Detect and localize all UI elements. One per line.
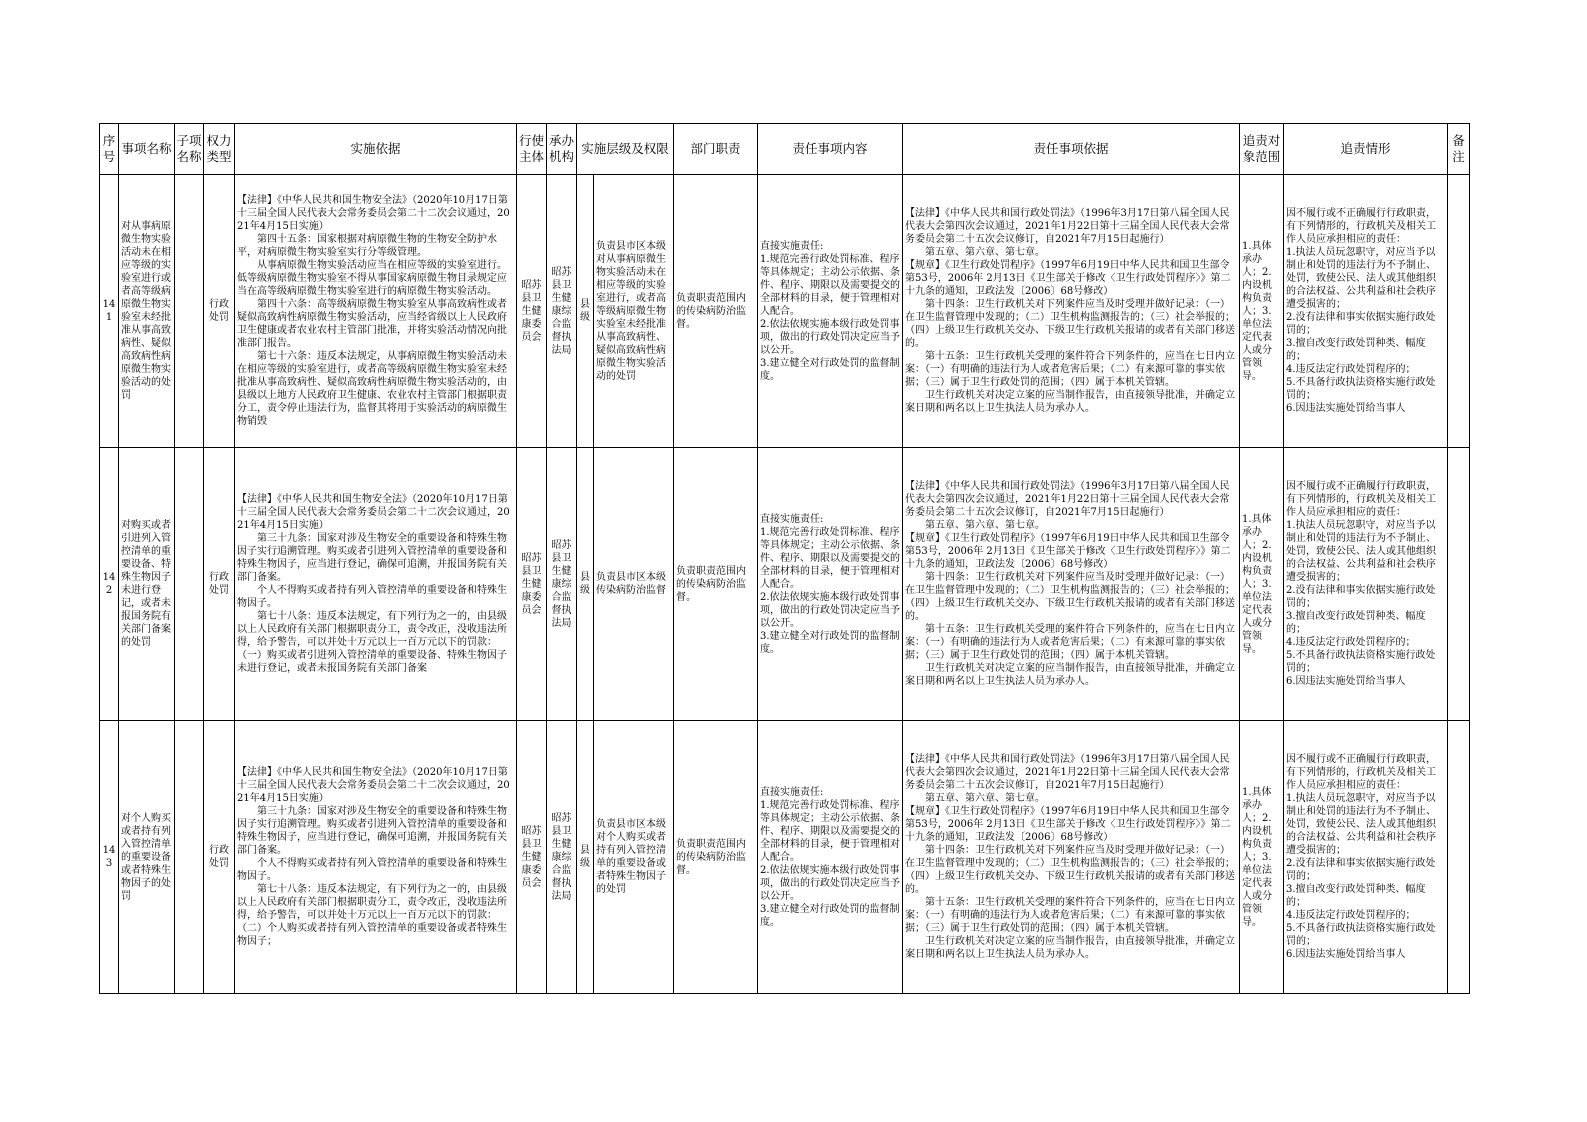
resp-basis-para: 卫生行政机关对决定立案的应当制作报告，由直接领导批准，并确定立案日期和两名以上卫生执法人员为承办人。 [905,390,1236,414]
row-accountable: 1.具体承办人；2.内设机构负责人；3.单位法定代表人或分管领导。 [1240,175,1284,448]
basis-para: 个人不得购买或者持有列入管控清单的重要设备和特殊生物因子。 [237,858,507,882]
basis-para: 第三十九条：国家对涉及生物安全的重要设备和特殊生物因子实行追溯管理。购买或者引进列入管控清单的重要设备和特殊生物因子，应当进行登记，确保可追溯，并报国务院有关部门备案。 [237,806,507,856]
row-authority: 负责县市区本级对个人购买或者持有列入管控清单的重要设备或者特殊生物因子的处罚 [594,721,674,994]
row-name: 对个人购买或者持有列入管控清单的重要设备或者特殊生物因子的处罚 [119,721,175,994]
basis-para: 个人不得购买或者持有列入管控清单的重要设备和特殊生物因子。 [237,585,507,609]
header-situations: 追责情形 [1284,124,1448,175]
row-basis [235,175,517,448]
basis-para: 第七十八条：违反本法规定，有下列行为之一的，由县级以上人民政府有关部门根据职责分工，责令改正，没收违法所得，给予警告，可以并处十万元以上一百万元以下的罚款：（一）购买或者引进列入管控清单的重要设备、特殊生物因子未进行登记，或者未报国务院有关部门备案 [237,611,507,674]
situation-item: 5.不具备行政执法资格实施行政处罚的； [1286,650,1436,674]
header-name: 事项名称 [119,124,175,175]
row-resp-basis [903,175,1240,448]
basis-para: 从事病原微生物实验活动应当在相应等级的实验室进行。低等级病原微生物实验室不得从事国家病原微生物目录规定应当在高等级病原微生物实验室进行的病原微生物实验活动。 [237,260,507,297]
resp-item: 3.建立健全对行政处罚的监督制度。 [760,357,900,382]
row-duty: 负责职责范围内的传染病防治监督。 [674,448,758,721]
row-duty: 负责职责范围内的传染病防治监督。 [674,175,758,448]
row-resp-basis [903,721,1240,994]
basis-para: 第四十五条：国家根据对病原微生物的生物安全防护水平，对病原微生物实验室实行分等级管理。 [237,234,497,258]
resp-basis-para: 卫生行政机关对决定立案的应当制作报告，由直接领导批准，并确定立案日期和两名以上卫生执法人员为承办人。 [905,936,1236,960]
header-resp-basis: 责任事项依据 [903,124,1240,175]
row-level: 县级 [577,175,594,448]
row-sub [175,175,204,448]
resp-item: 2.依法依规实施本级行政处罚事项，做出的行政处罚决定应当予以公开。 [760,864,901,902]
power-list-table [99,123,1470,994]
basis-para: 第七十八条：违反本法规定，有下列行为之一的，由县级以上人民政府有关部门根据职责分工，责令改正，没收违法所得，给予警告，可以并处十万元以上一百万元以下的罚款：（二）个人购买或者持有列入管控清单的重要设备或者特殊生物因子； [237,884,507,947]
resp-basis-para: 第十五条：卫生行政机关受理的案件符合下列条件的，应当在七日内立案：（一）有明确的违法行为人或者危害后果；（二）有来源可靠的事实依据；（三）属于卫生行政处罚的范围；（四）属于本机关管辖。 [905,351,1236,388]
situation-item: 1.执法人员玩忽职守，对应当予以制止和处罚的违法行为不予制止、处罚，致使公民、法人或其他组织的合法权益、公共利益和社会秩序遭受损害的； [1286,247,1437,310]
header-remark: 备注 [1448,124,1470,175]
row-situations [1284,448,1448,721]
situation-item: 因不履行或不正确履行行政职责，有下列情形的，行政机关及相关工作人员应承担相应的责任： [1286,481,1437,518]
resp-item: 直接实施责任: [760,513,824,525]
situation-item: 4.违反法定行政处罚程序的； [1286,364,1416,375]
row-duty: 负责职责范围内的传染病防治监督。 [674,721,758,994]
row-remark [1448,175,1470,448]
row-sub [175,448,204,721]
situation-item: 2.没有法律和事实依据实施行政处罚的； [1286,312,1436,336]
situation-item: 6.因违法实施处罚给当事人 [1286,403,1406,414]
basis-para: 【法律】《中华人民共和国生物安全法》（2020年10月17日第十三届全国人民代表大会常务委员会第二十二次会议通过，2021年4月15日实施） [237,195,510,232]
resp-item: 直接实施责任: [760,786,824,798]
resp-basis-para: 【规章】《卫生行政处罚程序》（1997年6月19日中华人民共和国卫生部令第53号，2006年 2月13日《卫生部关于修改〈卫生行政处罚程序〉》第二十九条的通知，卫政法发〔2006〕68号修改） [905,806,1231,843]
situation-item: 1.执法人员玩忽职守，对应当予以制止和处罚的违法行为不予制止、处罚，致使公民、法人或其他组织的合法权益、公共利益和社会秩序遭受损害的； [1286,520,1437,583]
row-subject: 昭苏县卫生健康委员会 [517,175,547,448]
resp-item: 3.建立健全对行政处罚的监督制度。 [760,903,900,928]
resp-basis-para: 第五章、第六章、第七章。 [925,247,1046,258]
row-no: 143 [100,721,119,994]
header-accountable: 追责对象范围 [1240,124,1284,175]
header-org: 承办机构 [547,124,577,175]
resp-item: 1.规范完善行政处罚标准、程序等具体规定；主动公示依据、条件、程序、期限以及需要提交的全部材料的目录，便于管理相对人配合。 [760,253,901,317]
resp-basis-para: 卫生行政机关对决定立案的应当制作报告，由直接领导批准，并确定立案日期和两名以上卫生执法人员为承办人。 [905,663,1236,687]
row-org: 昭苏县卫生健康综合监督执法局 [547,721,577,994]
header-no: 序号 [100,124,119,175]
row-subject: 昭苏县卫生健康委员会 [517,721,547,994]
row-no: 142 [100,448,119,721]
situation-item: 3.擅自改变行政处罚种类、幅度的； [1286,884,1426,908]
resp-basis-para: 第十五条：卫生行政机关受理的案件符合下列条件的，应当在七日内立案：（一）有明确的违法行为人或者危害后果；（二）有来源可靠的事实依据；（三）属于卫生行政处罚的范围；（四）属于本机关管辖。 [905,624,1236,661]
row-remark [1448,448,1470,721]
row-subject: 昭苏县卫生健康委员会 [517,448,547,721]
row-sub [175,721,204,994]
situation-item: 6.因违法实施处罚给当事人 [1286,676,1406,687]
resp-item: 2.依法依规实施本级行政处罚事项，做出的行政处罚决定应当予以公开。 [760,591,901,629]
header-type: 权力类型 [204,124,235,175]
resp-basis-para: 【规章】《卫生行政处罚程序》（1997年6月19日中华人民共和国卫生部令第53号，2006年 2月13日《卫生部关于修改〈卫生行政处罚程序〉》第二十九条的通知，卫政法发〔2006〕68号修改） [905,533,1231,570]
resp-item: 1.规范完善行政处罚标准、程序等具体规定；主动公示依据、条件、程序、期限以及需要提交的全部材料的目录，便于管理相对人配合。 [760,526,901,590]
resp-basis-para: 第十四条：卫生行政机关对下列案件应当及时受理并做好记录：（一）在卫生监督管理中发现的；（二）卫生机构监测报告的；（三）社会举报的；（四）上级卫生行政机关交办、下级卫生行政机关报请的或者有关部门移送的。 [905,845,1236,895]
resp-basis-para: 第十四条：卫生行政机关对下列案件应当及时受理并做好记录：（一）在卫生监督管理中发现的；（二）卫生机构监测报告的；（三）社会举报的；（四）上级卫生行政机关交办、下级卫生行政机关报请的或者有关部门移送的。 [905,572,1236,622]
row-basis [235,448,517,721]
basis-para: 第三十九条：国家对涉及生物安全的重要设备和特殊生物因子实行追溯管理。购买或者引进列入管控清单的重要设备和特殊生物因子，应当进行登记，确保可追溯，并报国务院有关部门备案。 [237,533,507,583]
table-row [100,175,1470,448]
row-org: 昭苏县卫生健康综合监督执法局 [547,175,577,448]
table-row [100,448,1470,721]
resp-basis-para: 【规章】《卫生行政处罚程序》（1997年6月19日中华人民共和国卫生部令第53号，2006年 2月13日《卫生部关于修改〈卫生行政处罚程序〉》第二十九条的通知，卫政法发〔2006〕68号修改） [905,260,1231,297]
situation-item: 3.擅自改变行政处罚种类、幅度的； [1286,611,1426,635]
resp-item: 直接实施责任: [760,240,824,252]
situation-item: 2.没有法律和事实依据实施行政处罚的； [1286,585,1436,609]
header-level: 实施层级及权限 [577,124,674,175]
row-accountable: 1.具体承办人；2.内设机构负责人；3.单位法定代表人或分管领导。 [1240,448,1284,721]
basis-para: 【法律】《中华人民共和国生物安全法》（2020年10月17日第十三届全国人民代表大会常务委员会第二十二次会议通过，2021年4月15日实施） [237,494,510,531]
situation-item: 因不履行或不正确履行行政职责，有下列情形的，行政机关及相关工作人员应承担相应的责任： [1286,208,1437,245]
situation-item: 5.不具备行政执法资格实施行政处罚的； [1286,377,1436,401]
row-authority: 负责县市区本级传染病防治监督 [594,448,674,721]
header-responsibility: 责任事项内容 [758,124,903,175]
row-accountable: 1.具体承办人；2.内设机构负责人；3.单位法定代表人或分管领导。 [1240,721,1284,994]
situation-item: 3.擅自改变行政处罚种类、幅度的； [1286,338,1426,362]
resp-basis-para: 【法律】《中华人民共和国行政处罚法》（1996年3月17日第八届全国人民代表大会第四次会议通过，2021年1月22日第十三届全国人民代表大会常务委员会第二十五次会议修订，自2021年7月15日起施行） [905,754,1230,791]
resp-basis-para: 【法律】《中华人民共和国行政处罚法》（1996年3月17日第八届全国人民代表大会第四次会议通过，2021年1月22日第十三届全国人民代表大会常务委员会第二十五次会议修订，自2021年7月15日起施行） [905,481,1230,518]
resp-basis-para: 第五章、第六章、第七章。 [925,793,1046,804]
row-responsibility [758,721,903,994]
situation-item: 4.违反法定行政处罚程序的； [1286,637,1416,648]
row-authority: 负责县市区本级对从事病原微生物实验活动未在相应等级的实验室进行，或者高等级病原微生物实验室未经批准从事高致病性、疑似高致病性病原微生物实验活动的处罚 [594,175,674,448]
row-type: 行政处罚 [204,175,235,448]
table-row [100,721,1470,994]
situation-item: 6.因违法实施处罚给当事人 [1286,949,1406,960]
situation-item: 4.违反法定行政处罚程序的； [1286,910,1416,921]
row-no: 141 [100,175,119,448]
resp-basis-para: 第十四条：卫生行政机关对下列案件应当及时受理并做好记录：（一）在卫生监督管理中发现的；（二）卫生机构监测报告的；（三）社会举报的；（四）上级卫生行政机关交办、下级卫生行政机关报请的或者有关部门移送的。 [905,299,1236,349]
row-name: 对购买或者引进列入管控清单的重要设备、特殊生物因子未进行登记，或者未报国务院有关部门备案的处罚 [119,448,175,721]
row-situations [1284,175,1448,448]
resp-basis-para: 第五章、第六章、第七章。 [925,520,1046,531]
row-basis [235,721,517,994]
resp-item: 3.建立健全对行政处罚的监督制度。 [760,630,900,655]
row-name: 对从事病原微生物实验活动未在相应等级的实验室进行或者高等级病原微生物实验室未经批准从事高致病性、疑似高致病性病原微生物实验活动的处罚 [119,175,175,448]
resp-basis-para: 【法律】《中华人民共和国行政处罚法》（1996年3月17日第八届全国人民代表大会第四次会议通过，2021年1月22日第十三届全国人民代表大会常务委员会第二十五次会议修订，自2021年7月15日起施行） [905,208,1230,245]
resp-item: 2.依法依规实施本级行政处罚事项，做出的行政处罚决定应当予以公开。 [760,318,901,356]
resp-basis-para: 第十五条：卫生行政机关受理的案件符合下列条件的，应当在七日内立案：（一）有明确的违法行为人或者危害后果；（二）有来源可靠的事实依据；（三）属于卫生行政处罚的范围；（四）属于本机关管辖。 [905,897,1236,934]
row-type: 行政处罚 [204,721,235,994]
row-responsibility [758,175,903,448]
row-type: 行政处罚 [204,448,235,721]
header-sub: 子项名称 [175,124,204,175]
row-situations [1284,721,1448,994]
situation-item: 因不履行或不正确履行行政职责，有下列情形的，行政机关及相关工作人员应承担相应的责任： [1286,754,1437,791]
row-level: 县级 [577,721,594,994]
basis-para: 【法律】《中华人民共和国生物安全法》（2020年10月17日第十三届全国人民代表大会常务委员会第二十二次会议通过，2021年4月15日实施） [237,767,510,804]
basis-para: 第七十六条：违反本法规定，从事病原微生物实验活动未在相应等级的实验室进行，或者高等级病原微生物实验室未经批准从事高致病性、疑似高致病性病原微生物实验活动的，由县级以上地方人民政府卫生健康、农业农村主管部门根据职责分工，责令停止违法行为，监督其将用于实验活动的病原微生物销毁 [237,351,507,427]
header-subject: 行使主体 [517,124,547,175]
situation-item: 2.没有法律和事实依据实施行政处罚的； [1286,858,1436,882]
header-row [100,124,1470,175]
situation-item: 1.执法人员玩忽职守，对应当予以制止和处罚的违法行为不予制止、处罚，致使公民、法人或其他组织的合法权益、公共利益和社会秩序遭受损害的； [1286,793,1437,856]
row-remark [1448,721,1470,994]
resp-item: 1.规范完善行政处罚标准、程序等具体规定；主动公示依据、条件、程序、期限以及需要提交的全部材料的目录，便于管理相对人配合。 [760,799,901,863]
row-resp-basis [903,448,1240,721]
row-org: 昭苏县卫生健康综合监督执法局 [547,448,577,721]
situation-item: 5.不具备行政执法资格实施行政处罚的； [1286,923,1436,947]
header-basis: 实施依据 [235,124,517,175]
basis-para: 第四十六条：高等级病原微生物实验室从事高致病性或者疑似高致病性病原微生物实验活动，应当经省级以上人民政府卫生健康或者农业农村主管部门批准，并将实验活动情况向批准部门报告。 [237,299,507,349]
row-responsibility [758,448,903,721]
header-duty: 部门职责 [674,124,758,175]
row-level: 县级 [577,448,594,721]
